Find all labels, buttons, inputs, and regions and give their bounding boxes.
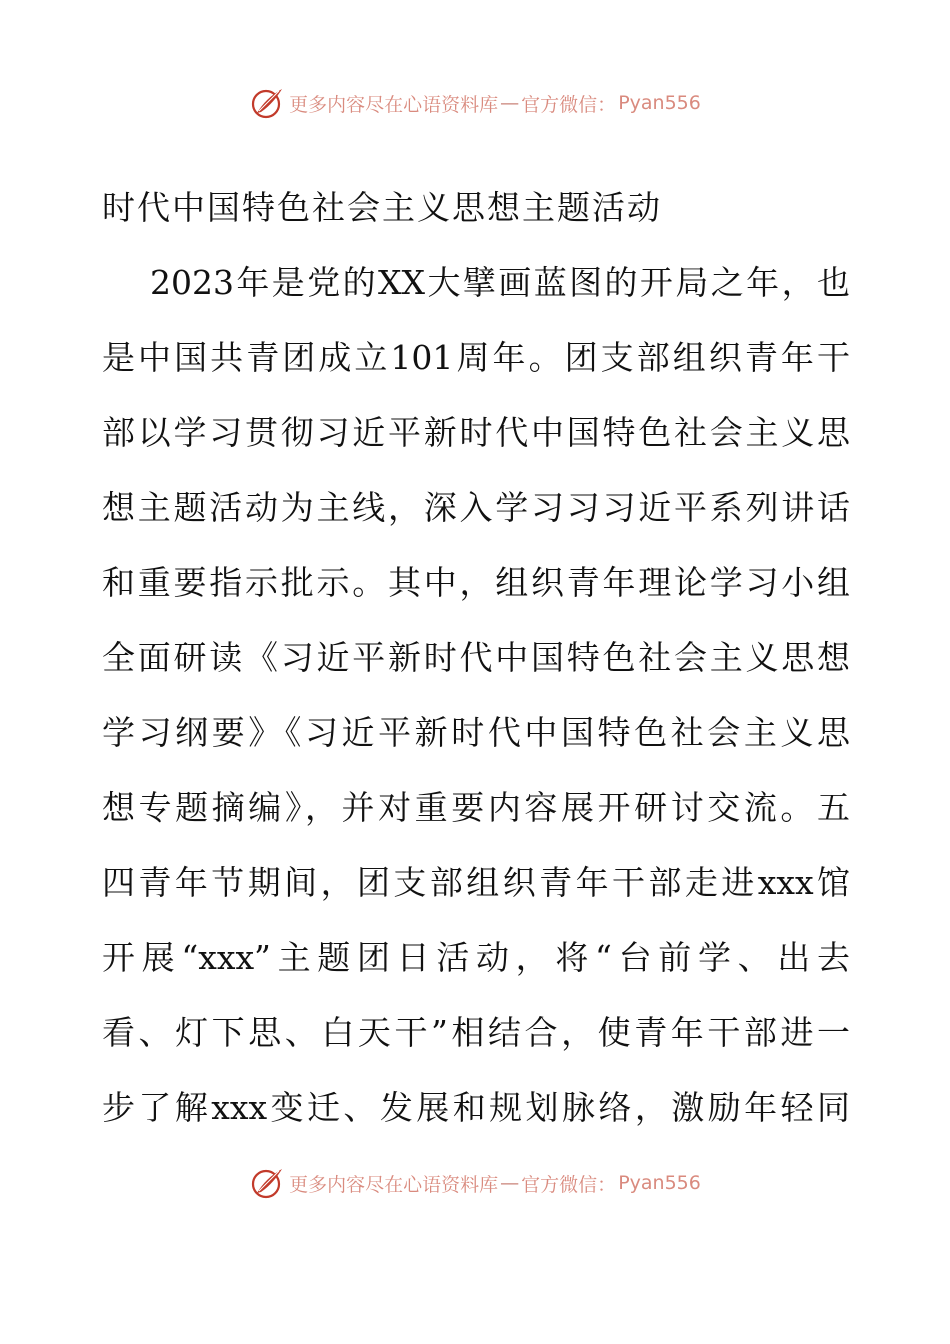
- document-body: [102, 170, 850, 1145]
- body-line-5: 想主题活动为主线，深入学习习习近平系列讲话: [102, 488, 850, 527]
- body-line-3: 是中国共青团成立101周年。团支部组织青年干: [102, 338, 850, 377]
- watermark-account-label: 官方微信：: [521, 93, 617, 116]
- watermark-separator: —: [500, 1172, 520, 1194]
- watermark-account-id: Pyan556: [618, 92, 701, 114]
- watermark-brand-text: 更多内容尽在心语资料库: [289, 1173, 499, 1196]
- body-line-2: 2023年是党的XX大擘画蓝图的开局之年，也: [150, 263, 850, 302]
- watermark-account-id: Pyan556: [618, 1172, 701, 1194]
- feather-logo-icon: [249, 1165, 285, 1201]
- footer-watermark: [0, 1163, 950, 1203]
- body-line-8: 学习纲要》《习近平新时代中国特色社会主义思: [102, 713, 850, 752]
- body-line-6: 和重要指示批示。其中，组织青年理论学习小组: [102, 563, 850, 602]
- watermark-separator: —: [500, 92, 520, 114]
- body-line-1: 时代中国特色社会主义思想主题活动: [102, 188, 662, 227]
- watermark-account-label: 官方微信：: [521, 1173, 617, 1196]
- header-watermark: [0, 83, 950, 123]
- body-line-11: 开展“xxx”主题团日活动，将“台前学、出去: [102, 938, 850, 977]
- body-line-7: 全面研读《习近平新时代中国特色社会主义思想: [102, 638, 850, 677]
- body-line-4: 部以学习贯彻习近平新时代中国特色社会主义思: [102, 413, 850, 452]
- watermark-brand-text: 更多内容尽在心语资料库: [289, 93, 499, 116]
- body-line-10: 四青年节期间，团支部组织青年干部走进xxx馆: [102, 863, 850, 902]
- body-line-13: 步了解xxx变迁、发展和规划脉络，激励年轻同: [102, 1088, 850, 1127]
- body-line-12: 看、灯下思、白天干”相结合，使青年干部进一: [102, 1013, 850, 1052]
- feather-logo-icon: [249, 85, 285, 121]
- body-line-9: 想专题摘编》，并对重要内容展开研讨交流。五: [102, 788, 850, 827]
